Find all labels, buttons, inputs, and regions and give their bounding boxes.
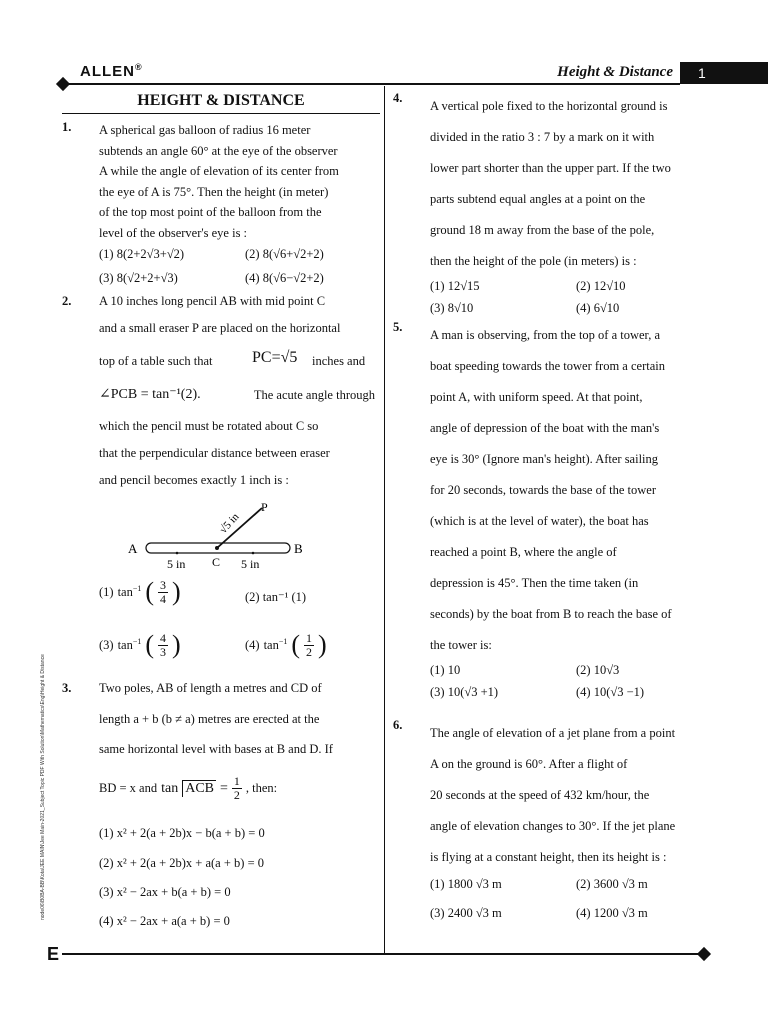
question-3-line: Two poles, AB of length a metres and CD of	[99, 681, 322, 695]
question-2-line: The acute angle through	[253, 388, 375, 402]
q4-option-2[interactable]: (2) 12√10	[576, 279, 626, 293]
question-2-line: which the pencil must be rotated about C so	[99, 419, 319, 433]
footer-rule	[62, 953, 702, 955]
q3-option-2[interactable]: (2) x² + 2(a + 2b)x + a(a + b) = 0	[99, 856, 264, 870]
label-c: C	[212, 555, 221, 569]
q3-option-3[interactable]: (3) x² − 2ax + b(a + b) = 0	[99, 885, 231, 899]
label-a: A	[128, 541, 138, 556]
diamond-icon	[697, 947, 711, 961]
left-length: 5 in	[167, 557, 186, 571]
brand-logo: ALLEN®	[80, 62, 143, 80]
q2-option-3[interactable]: (3) $\tan^{-1}$ ( $\frac{4}{3}$ )	[99, 630, 181, 659]
question-2-line: A 10 inches long pencil AB with mid point C	[99, 294, 326, 308]
q4-option-1[interactable]: (1) 12√15	[430, 279, 480, 293]
question-2-line: top of a table such that	[99, 354, 213, 368]
q3-option-1[interactable]: (1) x² + 2(a + 2b)x − b(a + b) = 0	[99, 826, 265, 840]
pc-value: PC=√5	[252, 349, 298, 366]
point-c	[215, 546, 219, 550]
q2-option-4[interactable]: (4) $\tan^{-1}$ ( $\frac{1}{2}$ )	[245, 630, 327, 659]
question-2-line: inches and	[312, 354, 366, 368]
q5-option-4[interactable]: (4) 10(√3 −1)	[576, 685, 645, 699]
q4-option-4[interactable]: (4) 6√10	[576, 301, 620, 315]
question-3-line: same horizontal level with bases at B and D. If	[99, 742, 333, 756]
q1-option-4[interactable]: (4) 8(√6−√2+2)	[245, 271, 324, 285]
question-6-text: The angle of elevation of a jet plane from a point A on the ground is 60°. After a flight of 20 seconds at the speed of 432 km/hour, the angle of elevation changes to 30°. If the jet plane is flying at a constant height, then its height is :	[430, 726, 676, 864]
label-b: B	[294, 541, 303, 556]
q6-option-4[interactable]: (4) 1200 √3 m	[576, 906, 648, 920]
q6-option-2[interactable]: (2) 3600 √3 m	[576, 877, 648, 891]
q6-option-3[interactable]: (3) 2400 √3 m	[430, 906, 502, 920]
q1-option-2[interactable]: (2) 8(√6+√2+2)	[245, 247, 324, 261]
header-rule	[62, 83, 680, 85]
side-file-path: node06\B0BA-BB\Kota\JEE MAIN\Jee Main-2021_Subject Topic PDF With Solution\Mathematics\Eng\Height & Distance	[40, 654, 46, 920]
right-length: 5 in	[241, 557, 260, 571]
angle-pcb: ∠PCB = tan⁻¹(2).	[99, 387, 201, 402]
page-number: 1	[680, 62, 768, 84]
q1-option-1[interactable]: (1) 8(2+2√3+√2)	[99, 247, 185, 261]
pencil-diagram	[120, 496, 320, 576]
q2-option-2[interactable]: (2) tan⁻¹ (1)	[245, 590, 307, 604]
q6-option-1[interactable]: (1) 1800 √3 m	[430, 877, 502, 891]
question-5-text: A man is observing, from the top of a tower, a boat speeding towards the tower from a certain point A, with uniform speed. At that point, angle of depression of the boat with the man's eye is 30° (Ignore man's height). After sailing for 20 seconds, towards the base of the tower (which is at the level of water), the boat has reached a point B, where the angle of depression is 45°. Then the time taken (in seconds) by the boat from B to reach the base of the tower is:	[430, 328, 672, 652]
footer-letter: E	[47, 944, 60, 964]
question-1-text: A spherical gas balloon of radius 16 meter subtends an angle 60° at the eye of the observer A while the angle of elevation of its center from the eye of A is 75°. Then the height (in meter) of the top most point of the balloon from the level of the observer's eye is :	[99, 123, 339, 240]
slant-length: √5 in	[217, 511, 242, 537]
question-number: 3.	[62, 681, 72, 695]
question-2-line: and pencil becomes exactly 1 inch is :	[99, 473, 289, 487]
q3-option-4[interactable]: (4) x² − 2ax + a(a + b) = 0	[99, 914, 230, 928]
column-divider	[384, 86, 385, 954]
question-2-line: and a small eraser P are placed on the horizontal	[99, 321, 341, 335]
q5-option-3[interactable]: (3) 10(√3 +1)	[430, 685, 499, 699]
q5-option-2[interactable]: (2) 10√3	[576, 663, 620, 677]
question-4-text: A vertical pole fixed to the horizontal ground is divided in the ratio 3 : 7 by a mark on it with lower part shorter than the upper part. If the two parts subtend equal angles at a point on the ground 18 m away from the base of the pole, then the height of the pole (in meters) is :	[430, 99, 671, 268]
question-number: 1.	[62, 120, 72, 134]
question-number: 4.	[393, 91, 403, 105]
q1-option-3[interactable]: (3) 8(√2+2+√3)	[99, 271, 178, 285]
question-number: 5.	[393, 320, 403, 334]
question-3-line: length a + b (b ≠ a) metres are erected at the	[99, 712, 320, 726]
q2-option-1[interactable]: (1) $\tan^{-1}$ ( $\frac{3}{4}$ )	[99, 577, 181, 606]
page-title: HEIGHT & DISTANCE	[62, 92, 380, 114]
question-2-line: that the perpendicular distance between eraser	[99, 446, 330, 460]
q5-option-1[interactable]: (1) 10	[430, 663, 461, 677]
q4-option-3[interactable]: (3) 8√10	[430, 301, 474, 315]
question-number: 2.	[62, 294, 72, 308]
chapter-header: Height & Distance	[557, 64, 673, 80]
label-p: P	[261, 500, 268, 514]
question-number: 6.	[393, 718, 403, 732]
question-3-condition: BD = x and tan ACB = $\frac{1}{2}$ , then:	[99, 774, 278, 802]
